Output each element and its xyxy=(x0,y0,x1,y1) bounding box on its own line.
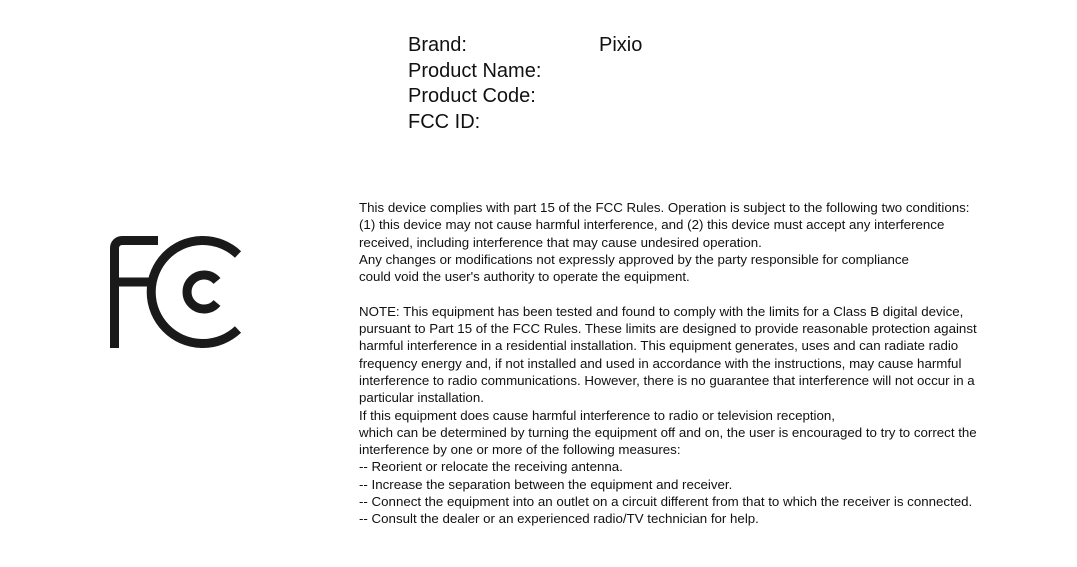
fcc-logo-outer-c xyxy=(151,241,238,344)
statement-line: could void the user's authority to operate the equipment. xyxy=(359,269,690,285)
product-name-label: Product Name: xyxy=(408,59,542,82)
note-line: NOTE: This equipment has been tested and found to comply with the limits for a Class B digital device, xyxy=(359,303,964,319)
note-line: particular installation. xyxy=(359,390,484,406)
fcc-note xyxy=(359,303,1059,528)
fcc-id-label: FCC ID: xyxy=(408,110,481,133)
product-code-row xyxy=(408,84,642,110)
product-name-row xyxy=(408,59,642,85)
statement-line: Any changes or modifications not expressly approved by the party responsible for compliance xyxy=(359,251,909,267)
note-line: If this equipment does cause harmful interference to radio or television reception, xyxy=(359,407,835,423)
note-line: interference by one or more of the following measures: xyxy=(359,442,681,458)
product-info xyxy=(408,33,642,135)
compliance-text xyxy=(359,199,1059,528)
note-line: which can be determined by turning the equipment off and on, the user is encouraged to try to correct the xyxy=(359,424,977,440)
brand-label: Brand: xyxy=(408,34,467,56)
note-line: interference to radio communications. However, there is no guarantee that interference will not occur in a xyxy=(359,372,975,388)
paragraph-gap xyxy=(359,285,1059,302)
fcc-logo-icon xyxy=(108,236,246,348)
statement-line: (1) this device may not cause harmful interference, and (2) this device must accept any interference xyxy=(359,217,945,233)
measure-item: -- Reorient or relocate the receiving antenna. xyxy=(359,459,623,475)
fcc-logo-inner-c xyxy=(187,275,217,309)
fcc-statement xyxy=(359,199,1059,285)
measure-item: -- Connect the equipment into an outlet on a circuit different from that to which the receiver is connected. xyxy=(359,494,973,510)
measure-item: -- Increase the separation between the equipment and receiver. xyxy=(359,476,733,492)
measure-item: -- Consult the dealer or an experienced radio/TV technician for help. xyxy=(359,511,759,527)
note-line: pursuant to Part 15 of the FCC Rules. These limits are designed to provide reasonable protection against xyxy=(359,321,977,337)
statement-line: received, including interference that may cause undesired operation. xyxy=(359,234,762,250)
brand-row xyxy=(408,33,642,59)
fcc-id-row xyxy=(408,110,642,136)
note-line: frequency energy and, if not installed and used in accordance with the instructions, may cause harmful xyxy=(359,355,962,371)
note-line: harmful interference in a residential installation. This equipment generates, uses and can radiate radio xyxy=(359,338,959,354)
statement-line: This device complies with part 15 of the FCC Rules. Operation is subject to the following two conditions: xyxy=(359,200,970,215)
brand-value: Pixio xyxy=(599,34,643,56)
product-code-label: Product Code: xyxy=(408,85,536,108)
